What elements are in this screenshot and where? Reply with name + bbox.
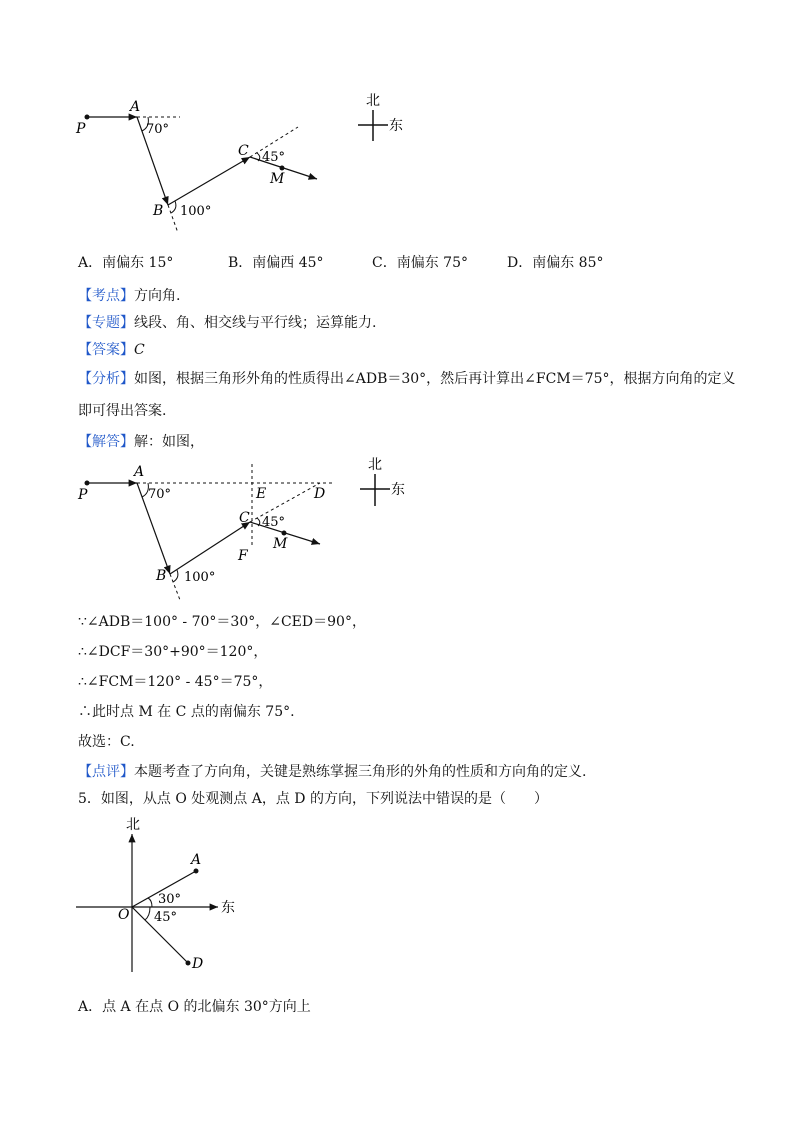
step-3: ∴∠FCM＝120° - 45°＝75°，	[78, 674, 273, 690]
angle-label-45: 45°	[154, 910, 178, 925]
label-d: D	[314, 486, 326, 502]
angle-label-100: 100°	[184, 570, 216, 585]
fenxi-line-1	[78, 369, 735, 389]
option-d[interactable]: D．南偏东 85°	[507, 255, 604, 271]
label-a: A	[134, 464, 145, 480]
compass-east: 东	[389, 118, 403, 134]
segment-bc	[168, 157, 250, 205]
figure-1-diagram	[70, 85, 420, 240]
kaodian-line	[78, 286, 180, 306]
jieda-line	[78, 432, 204, 452]
label-b: B	[156, 568, 167, 584]
daan-line	[78, 340, 145, 360]
angle-label-70: 70°	[146, 122, 170, 137]
angle-label-45: 45°	[262, 150, 286, 165]
option-c[interactable]: C．南偏东 75°	[372, 255, 468, 271]
dianping-tag: 【点评】	[78, 764, 134, 780]
label-a: A	[130, 99, 141, 115]
label-a: A	[191, 852, 202, 868]
label-c: C	[238, 143, 249, 159]
label-d: D	[192, 956, 204, 972]
compass-east: 东	[391, 482, 405, 498]
figure-3-diagram	[70, 810, 250, 980]
kaodian-tag: 【考点】	[78, 288, 134, 304]
angle-label-45: 45°	[262, 515, 286, 530]
label-c: C	[239, 510, 250, 526]
angle-arc-45	[145, 907, 150, 920]
step-2: ∴∠DCF＝30°+90°＝120°，	[78, 644, 268, 660]
dashed-extension-b	[168, 205, 178, 233]
label-o: O	[118, 907, 130, 923]
angle-label-100: 100°	[180, 204, 212, 219]
guxuan-line: 故选：C.	[78, 734, 135, 750]
label-e: E	[256, 486, 267, 502]
fenxi-text-1: 如图，根据三角形外角的性质得出∠ADB＝30°，然后再计算出∠FCM＝75°，根据方向角的定义	[134, 371, 736, 387]
zhuanti-text: 线段、角、相交线与平行线；运算能力.	[134, 315, 377, 331]
point-d	[186, 961, 191, 966]
dianping-line	[78, 762, 586, 782]
compass-north: 北	[368, 457, 382, 473]
fenxi-line-2: 即可得出答案.	[78, 403, 167, 419]
label-east: 东	[221, 900, 235, 916]
angle-label-30: 30°	[158, 892, 182, 907]
label-f: F	[238, 548, 248, 564]
jieda-text: 解：如图，	[134, 434, 204, 450]
kaodian-text: 方向角.	[134, 288, 181, 304]
dianping-text: 本题考查了方向角，关键是熟练掌握三角形的外角的性质和方向角的定义.	[134, 764, 587, 780]
angle-arc-30	[148, 898, 152, 907]
compass-north: 北	[366, 93, 380, 109]
point-a	[194, 869, 199, 874]
daan-text: C	[134, 342, 145, 358]
question-5: 5．如图，从点 O 处观测点 A，点 D 的方向，下列说法中错误的是（ ）	[78, 791, 548, 807]
figure-2-diagram	[70, 452, 420, 602]
zhuanti-tag: 【专题】	[78, 315, 134, 331]
step-1: ∵∠ADB＝100° - 70°＝30°，∠CED＝90°，	[78, 614, 366, 630]
option-b[interactable]: B．南偏西 45°	[228, 255, 324, 271]
jieda-tag: 【解答】	[78, 434, 134, 450]
step-4: ∴此时点 M 在 C 点的南偏东 75°.	[78, 704, 295, 720]
fenxi-tag: 【分析】	[78, 371, 134, 387]
label-p: P	[76, 121, 86, 137]
label-b: B	[153, 203, 164, 219]
point-m	[282, 531, 287, 536]
option-5a[interactable]: A．点 A 在点 O 的北偏东 30°方向上	[78, 999, 311, 1015]
dashed-extension-b	[170, 574, 180, 600]
label-p: P	[78, 487, 88, 503]
angle-label-70: 70°	[148, 487, 172, 502]
label-north: 北	[126, 817, 140, 833]
zhuanti-line	[78, 313, 376, 333]
point-m	[280, 166, 285, 171]
daan-tag: 【答案】	[78, 342, 134, 358]
label-m: M	[270, 171, 285, 187]
label-m: M	[273, 536, 288, 552]
option-a[interactable]: A．南偏东 15°	[78, 255, 174, 271]
